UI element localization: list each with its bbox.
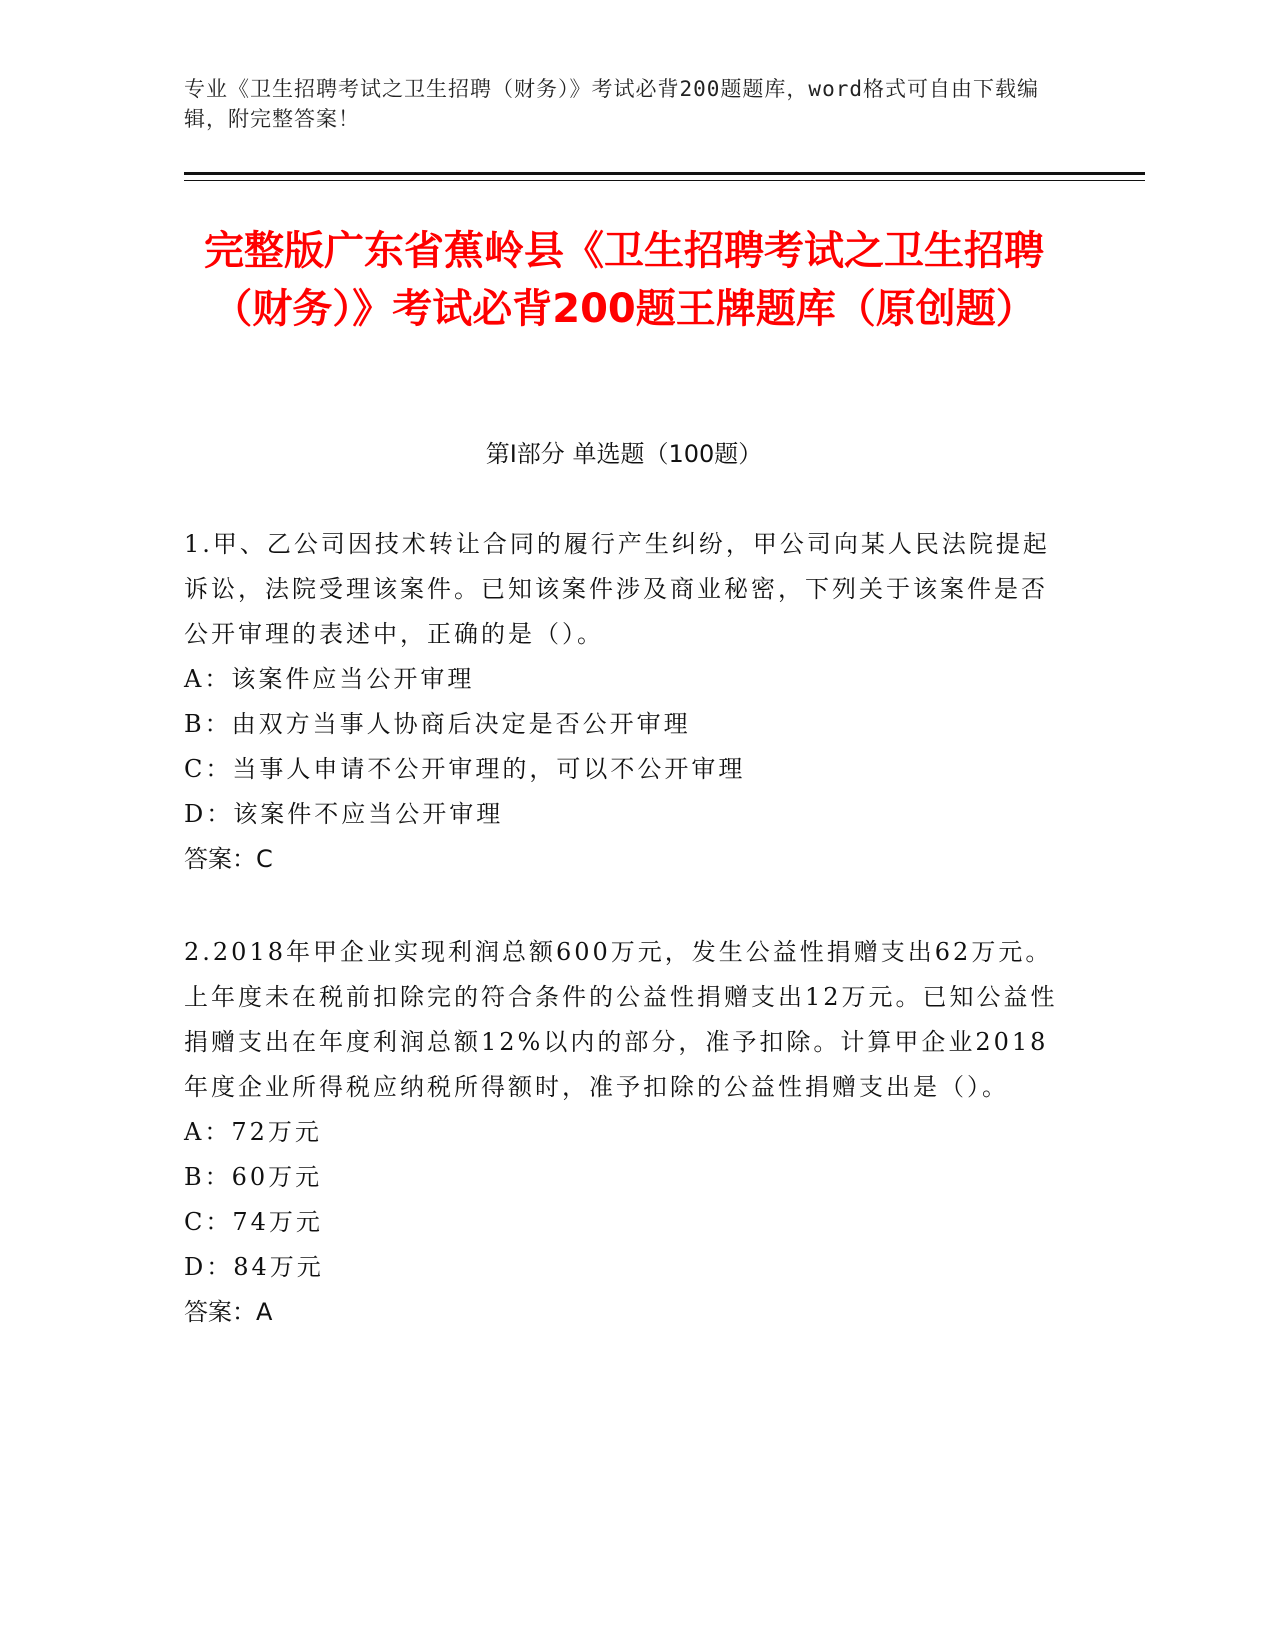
header-divider-thin [184, 180, 1145, 181]
header-divider-thick [184, 172, 1145, 175]
option-d: D：该案件不应当公开审理 [184, 800, 504, 828]
header-note: 专业《卫生招聘考试之卫生招聘（财务）》考试必背200题题库，word格式可自由下载编辑，附完整答案！ [184, 77, 1039, 131]
section-title: 第I部分 单选题（100题） [485, 440, 763, 468]
option-c: C：74万元 [184, 1208, 323, 1236]
option-b: B：由双方当事人协商后决定是否公开审理 [184, 710, 691, 738]
option-c: C：当事人申请不公开审理的，可以不公开审理 [184, 755, 746, 783]
question-block [184, 930, 1064, 1335]
question-stem: 1.甲、乙公司因技术转让合同的履行产生纠纷，甲公司向某人民法院提起诉讼，法院受理该案件。已知该案件涉及商业秘密，下列关于该案件是否公开审理的表述中，正确的是（）。 [184, 530, 1050, 648]
answer-line: 答案：C [184, 845, 273, 873]
option-b: B：60万元 [184, 1163, 323, 1191]
document-title: 完整版广东省蕉岭县《卫生招聘考试之卫生招聘（财务）》考试必背200题王牌题库（原创题） [204, 228, 1044, 332]
answer-line: 答案：A [184, 1298, 273, 1326]
question-stem: 2.2018年甲企业实现利润总额600万元，发生公益性捐赠支出62万元。上年度未在税前扣除完的符合条件的公益性捐赠支出12万元。已知公益性捐赠支出在年度利润总额12%以内的部分，准予扣除。计算甲企业2018年度企业所得税应纳税所得额时，准予扣除的公益性捐赠支出是（）。 [184, 938, 1058, 1101]
option-a: A：该案件应当公开审理 [184, 665, 475, 693]
question-block [184, 522, 1064, 882]
option-a: A：72万元 [184, 1118, 322, 1146]
option-d: D：84万元 [184, 1253, 324, 1281]
